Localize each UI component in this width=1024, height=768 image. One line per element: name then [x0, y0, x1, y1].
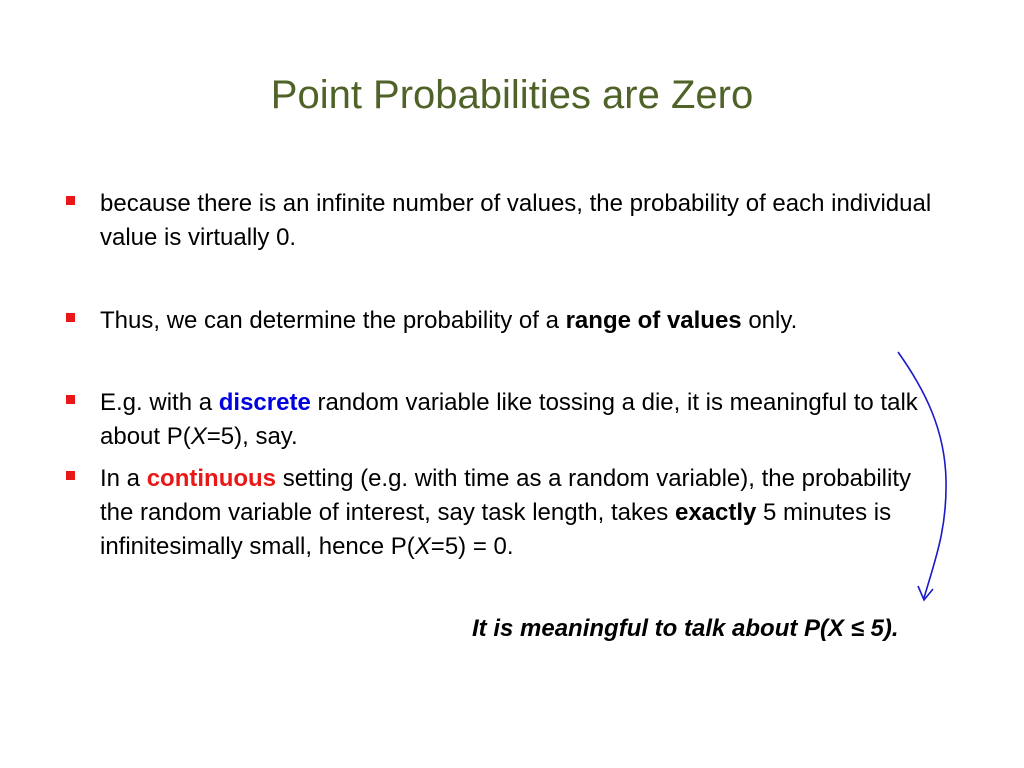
variable-x: X	[414, 533, 431, 560]
emphasis-discrete: discrete	[218, 389, 311, 416]
emphasis-exactly: exactly	[674, 499, 757, 526]
bullet-text: setting (e.g. with time as a random variable), the probability the random variable of interest, say task length, takes	[100, 465, 911, 526]
square-bullet-icon	[66, 196, 75, 205]
emphasis-range-of-values: range of values	[565, 307, 742, 334]
bullet-item-continuous-example	[100, 462, 950, 564]
bullet-text: random variable like tossing a die, it is meaningful to talk about P(	[100, 389, 918, 450]
slide-title: Point Probabilities are Zero	[270, 73, 754, 117]
emphasis-continuous: continuous	[146, 465, 277, 492]
bullet-text: =5) = 0.	[430, 533, 514, 560]
bullet-text: because there is an infinite number of values, the probability of each individual value is virtually 0.	[100, 190, 932, 251]
bullet-text: Thus, we can determine the probability of a	[100, 307, 566, 334]
conclusion-text: It is meaningful to talk about P(X ≤ 5).	[472, 615, 899, 642]
bullet-text: In a	[100, 465, 147, 492]
square-bullet-icon	[66, 471, 75, 480]
bullet-item-range-of-values	[100, 304, 950, 338]
variable-x: X	[190, 423, 207, 450]
bullet-item-discrete-example	[100, 386, 950, 454]
square-bullet-icon	[66, 313, 75, 322]
bullet-text: only.	[741, 307, 798, 334]
square-bullet-icon	[66, 395, 75, 404]
bullet-text: =5), say.	[206, 423, 298, 450]
arrowhead-path	[918, 586, 933, 600]
bullet-text: 5 minutes is infinitesimally small, hence P(	[100, 499, 892, 560]
bullet-item-infinite-values	[100, 187, 950, 255]
bullet-text: E.g. with a	[100, 389, 219, 416]
